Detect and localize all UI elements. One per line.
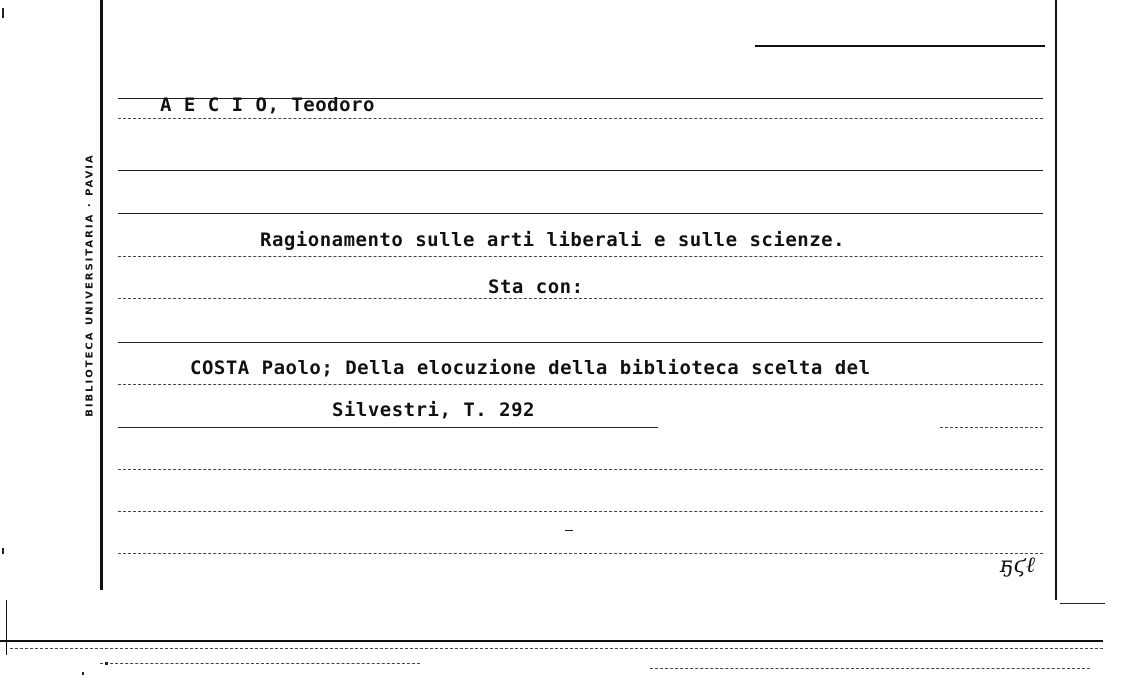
bound-with-label: Sta con:	[488, 276, 584, 298]
ruled-line	[118, 469, 1043, 470]
ruled-line	[118, 553, 1043, 554]
ruled-line	[940, 427, 1043, 428]
ruled-line	[118, 256, 1043, 257]
top-rule	[755, 45, 1045, 47]
left-edge-tick	[6, 600, 7, 655]
ruled-line	[118, 170, 1043, 171]
handwritten-shelf-mark: ҕϛℓ	[1000, 553, 1035, 578]
scan-edge-rule	[10, 648, 1103, 649]
ruled-line	[118, 213, 1043, 214]
scan-speck	[105, 662, 108, 665]
ruled-line	[118, 342, 1043, 343]
scan-speck	[2, 548, 4, 554]
scan-speck	[2, 8, 4, 18]
library-stamp-label: BIBLIOTECA UNIVERSITARIA · PAVIA	[84, 153, 96, 417]
scan-edge-rule	[0, 640, 1103, 642]
ruled-line	[118, 511, 1043, 512]
scan-edge-rule	[650, 668, 1090, 669]
work-title: Ragionamento sulle arti liberali e sulle scienze.	[260, 229, 846, 251]
bound-with-entry-line2: Silvestri, T. 292	[332, 399, 535, 421]
scan-edge-rule	[1060, 603, 1105, 604]
ruled-line	[118, 384, 1043, 385]
ruled-line	[118, 427, 658, 428]
bound-with-entry-line1: COSTA Paolo; Della elocuzione della biblioteca scelta del	[190, 357, 871, 379]
ruled-line	[118, 118, 1043, 119]
scan-speck	[565, 530, 573, 531]
author-heading: A E C I O, Teodoro	[160, 94, 375, 116]
ruled-line	[118, 298, 1043, 299]
right-margin-rule	[1055, 0, 1057, 600]
left-margin-rule	[100, 0, 103, 590]
scan-edge-rule	[100, 663, 420, 664]
scan-speck	[82, 672, 84, 675]
